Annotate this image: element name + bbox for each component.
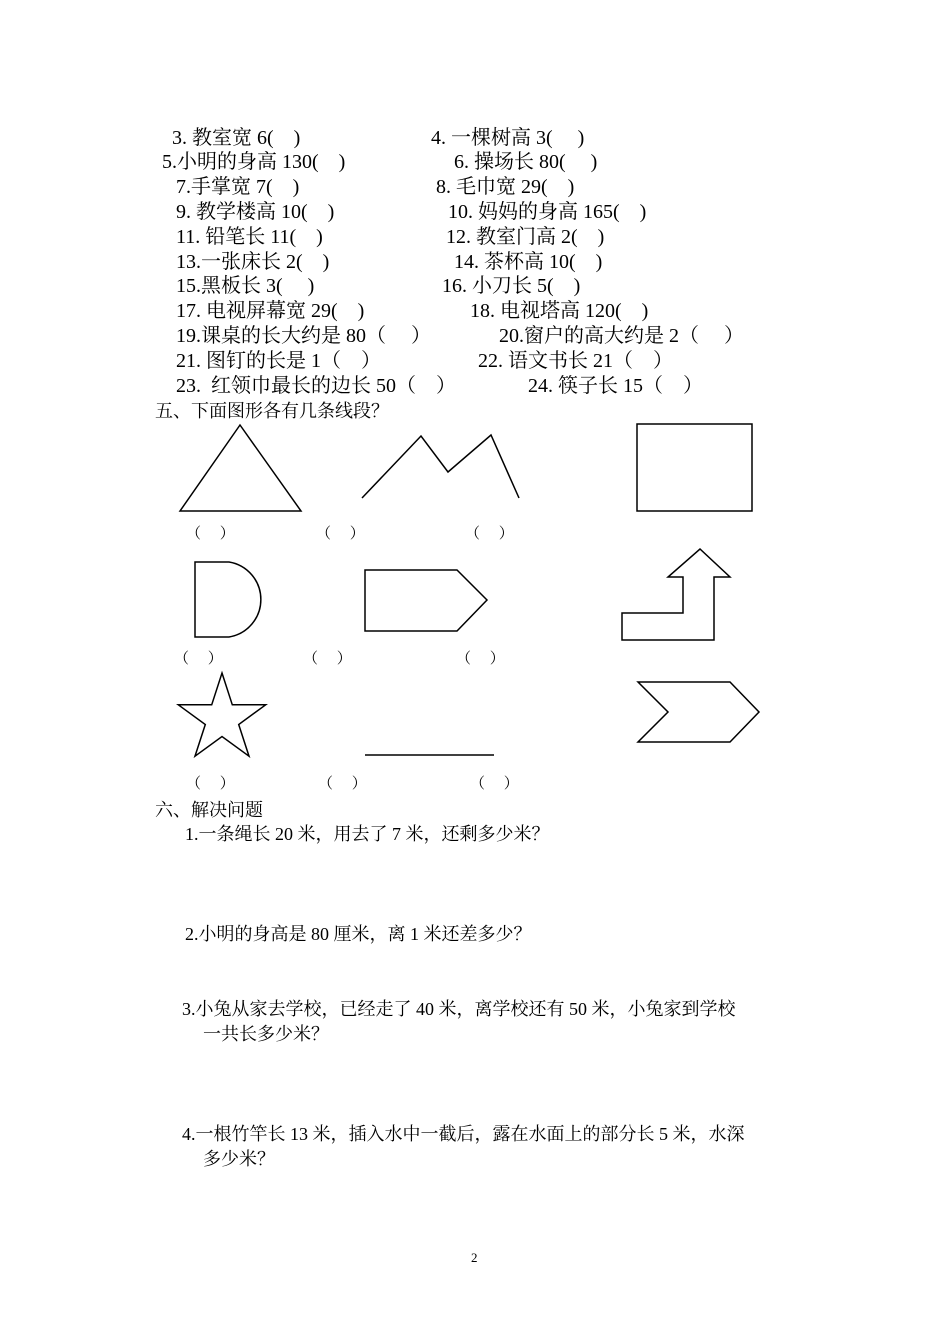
answer-blank-2: （ ）: [316, 526, 365, 542]
item-18: 18. 电视塔高 120( ): [470, 300, 649, 322]
item-13: 13.一张床长 2( ): [176, 251, 330, 273]
item-24: 24. 筷子长 15（ ）: [528, 375, 703, 397]
item-16: 16. 小刀长 5( ): [442, 275, 581, 297]
triangle-shape: [178, 423, 304, 513]
answer-blank-1: （ ）: [186, 526, 235, 542]
problem-4-line2: 多少米？: [203, 1149, 275, 1169]
d-shape: [193, 560, 273, 640]
item-22: 22. 语文书长 21（ ）: [478, 350, 673, 372]
rectangle-shape: [636, 423, 754, 513]
item-14: 14. 茶杯高 10( ): [454, 251, 603, 273]
problem-2: 2.小明的身高是 80 厘米，离 1 米还差多少？: [185, 924, 532, 944]
line-segment-shape: [364, 750, 496, 760]
answer-blank-4: （ ）: [174, 651, 223, 667]
item-5: 5.小明的身高 130( ): [162, 151, 346, 173]
problem-3-line1: 3.小兔从家去学校，已经走了 40 米，离学校还有 50 米，小兔家到学校: [182, 999, 736, 1019]
section6-title: 六、解决问题: [155, 800, 263, 820]
problem-3-line2: 一共长多少米？: [203, 1024, 329, 1044]
item-9: 9. 教学楼高 10( ): [176, 201, 335, 223]
item-6: 6. 操场长 80( ): [454, 151, 598, 173]
answer-blank-5: （ ）: [303, 651, 352, 667]
zigzag-line-shape: [360, 432, 522, 502]
section5-title: 五、下面图形各有几条线段？: [155, 401, 389, 421]
answer-blank-9: （ ）: [470, 776, 519, 792]
star-shape: [178, 671, 270, 763]
item-10: 10. 妈妈的身高 165( ): [448, 201, 647, 223]
item-20: 20.窗户的高大约是 2（ ）: [499, 325, 744, 347]
problem-4-line1: 4.一根竹竿长 13 米，插入水中一截后，露在水面上的部分长 5 米，水深: [182, 1124, 745, 1144]
pentagon-arrow-shape: [363, 568, 491, 634]
item-3: 3. 教室宽 6( ): [172, 127, 301, 149]
problem-1: 1.一条绳长 20 米，用去了 7 米，还剩多少米？: [185, 824, 550, 844]
page-number: 2: [471, 1250, 478, 1265]
answer-blank-8: （ ）: [318, 776, 367, 792]
answer-blank-3: （ ）: [465, 526, 514, 542]
bent-arrow-shape: [620, 547, 732, 643]
chevron-shape: [636, 680, 762, 746]
item-15: 15.黑板长 3( ): [176, 275, 315, 297]
answer-blank-7: （ ）: [186, 776, 235, 792]
item-19: 19.课桌的长大约是 80（ ）: [176, 325, 431, 347]
item-21: 21. 图钉的长是 1（ ）: [176, 350, 381, 372]
item-7: 7.手掌宽 7( ): [176, 176, 300, 198]
answer-blank-6: （ ）: [456, 651, 505, 667]
item-12: 12. 教室门高 2( ): [446, 226, 605, 248]
item-17: 17. 电视屏幕宽 29( ): [176, 300, 365, 322]
item-4: 4. 一棵树高 3( ): [431, 127, 585, 149]
item-11: 11. 铅笔长 11( ): [176, 226, 323, 248]
item-8: 8. 毛巾宽 29( ): [436, 176, 575, 198]
item-23: 23. 红领巾最长的边长 50（ ）: [176, 375, 456, 397]
